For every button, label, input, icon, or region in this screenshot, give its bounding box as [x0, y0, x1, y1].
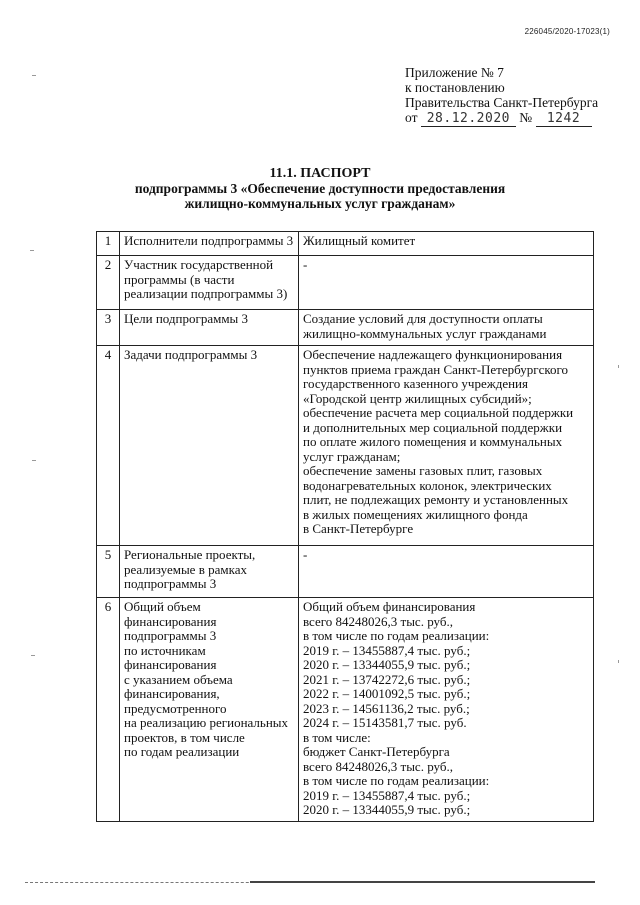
row-label-line: подпрограммы 3 — [124, 628, 217, 643]
row-value-line: - — [303, 257, 308, 272]
row-label-line: с указанием объема — [124, 671, 233, 687]
row-label-line: Общий объем — [124, 599, 201, 614]
row-value-line: 2021 г. – 13742272,6 тыс. руб.; — [303, 671, 471, 687]
row-number: 3 — [97, 310, 120, 346]
row-label-line: предусмотренного — [124, 700, 227, 716]
row-value-line: обеспечение расчета мер социальной поддержки — [303, 405, 574, 420]
table-row — [97, 346, 594, 546]
row-value-line: 2020 г. – 13344055,9 тыс. руб.; — [303, 802, 471, 817]
row-value-line: государственного казенного учреждения — [303, 376, 528, 391]
appendix-block — [405, 65, 598, 127]
row-label — [120, 546, 299, 598]
appendix-line-1: Приложение № 7 — [405, 65, 504, 80]
passport-title — [0, 166, 640, 211]
scan-speck — [618, 365, 619, 368]
row-value-line: в Санкт-Петербурге — [303, 521, 414, 536]
row-value-line: Обеспечение надлежащего функционирования — [303, 347, 563, 362]
row-value-line: и дополнительных мер социальной поддержки — [303, 419, 563, 435]
row-value-line: 2022 г. – 14001092,5 тыс. руб.; — [303, 686, 471, 701]
passport-table — [96, 231, 594, 822]
scan-speck — [32, 75, 36, 76]
row-number: 4 — [97, 346, 120, 546]
table-row — [97, 598, 594, 822]
row-label-line: программы (в части — [124, 271, 235, 287]
row-value-line: всего 84248026,3 тыс. руб., — [303, 758, 453, 774]
row-label-line: Задачи подпрограммы 3 — [124, 347, 258, 362]
table-row — [97, 546, 594, 598]
row-value — [299, 546, 594, 598]
row-label-line: финансирования, — [124, 686, 220, 701]
row-label-line: Региональные проекты, — [124, 547, 256, 562]
row-number: 6 — [97, 598, 120, 822]
date-prefix: от — [405, 110, 418, 125]
row-label-line: Цели подпрограммы 3 — [124, 311, 249, 326]
row-value-line: всего 84248026,3 тыс. руб., — [303, 613, 453, 629]
row-label-line: Исполнители подпрограммы 3 — [124, 233, 294, 248]
row-label — [120, 346, 299, 546]
row-value-line: в том числе по годам реализации: — [303, 628, 490, 643]
row-value-line: 2019 г. – 13455887,4 тыс. руб.; — [303, 787, 471, 803]
row-value-line: услуг гражданам; — [303, 448, 401, 464]
row-number: 5 — [97, 546, 120, 598]
row-value — [299, 256, 594, 310]
row-value-line: плит, не подлежащих ремонту и установленных — [303, 492, 569, 507]
row-label-line: Участник государственной — [124, 257, 274, 272]
row-number: 2 — [97, 256, 120, 310]
row-label — [120, 598, 299, 822]
row-value — [299, 346, 594, 546]
appendix-line-3: Правительства Санкт-Петербурга — [405, 95, 599, 110]
row-value — [299, 310, 594, 346]
row-value-line: бюджет Санкт-Петербурга — [303, 744, 450, 759]
title-line-1: 11.1. ПАСПОРТ — [269, 166, 371, 181]
row-value-line: по оплате жилого помещения и коммунальных — [303, 434, 563, 449]
scan-edge-bar — [250, 881, 595, 883]
row-value-line: жилищно-коммунальных услуг гражданами — [303, 325, 547, 341]
row-value-line: Общий объем финансирования — [303, 599, 476, 614]
row-label-line: по источникам — [124, 642, 206, 658]
row-label-line: реализуемые в рамках — [124, 561, 247, 577]
row-value-line: водонагревательных колонок, электрических — [303, 477, 552, 493]
row-number: 1 — [97, 232, 120, 256]
row-value-line: «Городской центр жилищных субсидий»; — [303, 390, 532, 406]
number-prefix: № — [519, 110, 533, 125]
number-value: 1242 — [536, 111, 592, 127]
scan-speck — [618, 660, 619, 663]
row-label — [120, 232, 299, 256]
row-value-line: пунктов приема граждан Санкт-Петербургского — [303, 361, 569, 377]
row-value — [299, 598, 594, 822]
row-value — [299, 232, 594, 256]
row-value-line: обеспечение замены газовых плит, газовых — [303, 463, 543, 478]
row-value-line: в жилых помещениях жилищного фонда — [303, 506, 528, 522]
scan-speck — [31, 655, 35, 656]
row-value-line: Жилищный комитет — [303, 233, 416, 248]
table-row — [97, 256, 594, 310]
scan-speck — [30, 250, 34, 251]
row-label-line: финансирования — [124, 657, 217, 672]
table-row — [97, 310, 594, 346]
title-line-3: жилищно-коммунальных услуг гражданам» — [184, 196, 456, 211]
appendix-line-2: к постановлению — [405, 80, 505, 95]
row-label — [120, 310, 299, 346]
row-value-line: 2023 г. – 14561136,2 тыс. руб.; — [303, 700, 470, 716]
row-label-line: по годам реализации — [124, 744, 240, 759]
date-value: 28.12.2020 — [421, 111, 516, 127]
row-label-line: подпрограммы 3 — [124, 576, 217, 591]
title-line-2: подпрограммы 3 «Обеспечение доступности предоставления — [134, 181, 506, 196]
table-row — [97, 232, 594, 256]
row-value-line: в том числе: — [303, 729, 371, 745]
row-value-line: Создание условий для доступности оплаты — [303, 311, 543, 326]
appendix-date-line — [405, 110, 598, 127]
row-value-line: - — [303, 547, 308, 562]
row-value-line: 2020 г. – 13344055,9 тыс. руб.; — [303, 657, 471, 672]
row-label-line: реализации подпрограммы 3) — [124, 286, 288, 301]
row-label-line: проектов, в том числе — [124, 729, 245, 745]
scan-speck — [32, 460, 36, 461]
document-number: 226045/2020-17023(1) — [524, 27, 610, 36]
row-value-line: в том числе по годам реализации: — [303, 773, 490, 788]
row-value-line: 2024 г. – 15143581,7 тыс. руб. — [303, 715, 467, 730]
row-label-line: на реализацию региональных — [124, 715, 289, 730]
row-value-line: 2019 г. – 13455887,4 тыс. руб.; — [303, 642, 471, 658]
row-label — [120, 256, 299, 310]
row-label-line: финансирования — [124, 613, 217, 629]
